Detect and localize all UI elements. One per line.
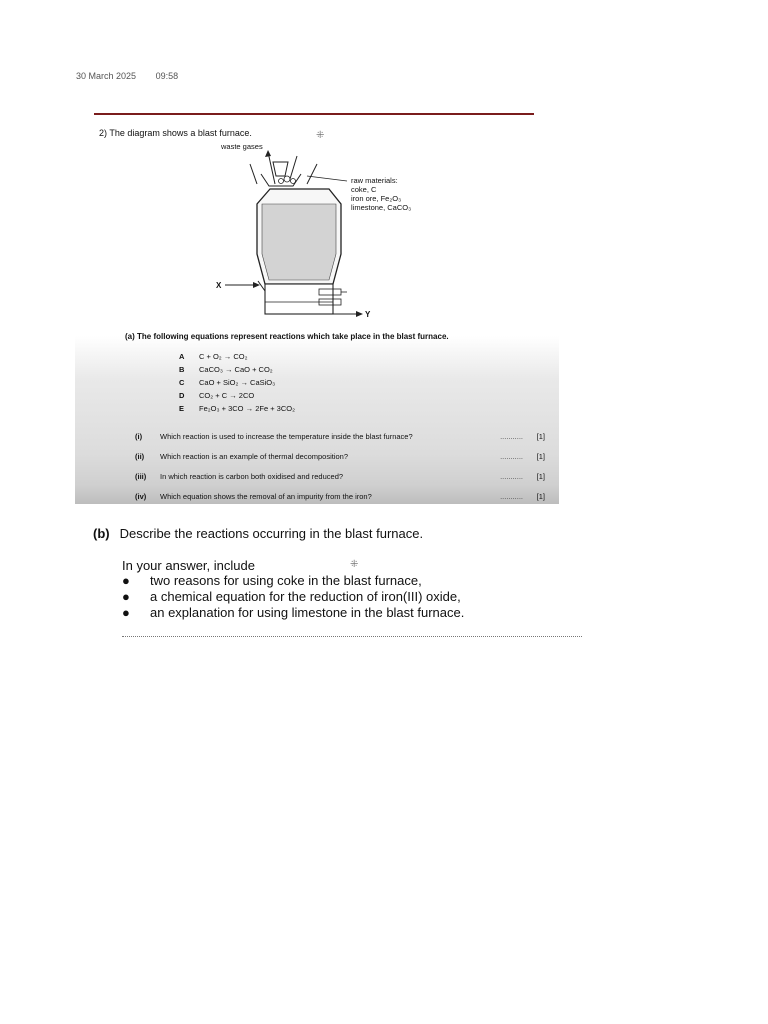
- question-image: [75, 124, 559, 504]
- part-a-intro: (a) The following equations represent reactions which take place in the blast furnace.: [125, 332, 449, 341]
- hopper: [273, 162, 288, 176]
- label-raw-coke: coke, C: [351, 185, 377, 194]
- bullet-item: ● an explanation for using limestone in the blast furnace.: [122, 605, 465, 620]
- note-date: 30 March 2025: [76, 71, 137, 81]
- label-waste-gases: waste gases: [221, 142, 263, 151]
- move-cursor-icon: ⁜: [350, 559, 359, 570]
- equation-row: C CaO + SiO₂ → CaSiO₃: [179, 378, 276, 387]
- question-row: (ii) Which reaction is an example of thermal decomposition? ........... [1]: [135, 451, 545, 461]
- furnace-charge: [262, 204, 336, 280]
- label-y: Y: [365, 310, 371, 319]
- bullet-icon: ●: [122, 573, 130, 588]
- label-raw-materials: [351, 176, 411, 212]
- label-raw-limestone: limestone, CaCO₃: [351, 203, 412, 212]
- equation-row: D CO₂ + C → 2CO: [179, 391, 255, 400]
- bullet-icon: ●: [122, 605, 130, 620]
- label-raw-ore: iron ore, Fe₂O₃: [351, 194, 402, 203]
- answer-line[interactable]: [122, 636, 582, 637]
- part-b-include: In your answer, include: [122, 558, 255, 573]
- question-row: (iii) In which reaction is carbon both oxidised and reduced? ........... [1]: [135, 471, 545, 481]
- divider-rule: [94, 113, 534, 115]
- raw-materials-pointer: [307, 176, 347, 181]
- part-a-questions: [135, 426, 545, 504]
- question-2-intro: 2) The diagram shows a blast furnace.: [99, 128, 252, 138]
- label-raw-title: raw materials:: [351, 176, 398, 185]
- move-cursor-icon: ⁜: [316, 130, 325, 141]
- equation-row: B CaCO₃ → CaO + CO₂: [179, 365, 273, 374]
- bullet-icon: ●: [122, 589, 130, 604]
- label-x: X: [216, 281, 222, 290]
- part-b-number: (b): [93, 526, 110, 541]
- question-row: (i) Which reaction is used to increase the temperature inside the blast furnace? ........... [1]: [135, 431, 545, 441]
- note-meta: [76, 71, 195, 81]
- bullet-item: ● two reasons for using coke in the blast furnace,: [122, 573, 422, 588]
- equation-row: A C + O₂ → CO₂: [179, 352, 248, 361]
- equation-row: E Fe₂O₃ + 3CO → 2Fe + 3CO₂: [179, 404, 295, 413]
- equation-list: [179, 350, 295, 415]
- bullet-item: ● a chemical equation for the reduction of iron(III) oxide,: [122, 589, 461, 604]
- part-b-text: Describe the reactions occurring in the blast furnace.: [119, 526, 424, 541]
- blast-furnace-diagram: [75, 124, 559, 334]
- question-row: (iv) Which equation shows the removal of an impurity from the iron? ........... [1]: [135, 491, 545, 501]
- part-b-heading: [93, 526, 423, 541]
- note-time: 09:58: [155, 71, 179, 81]
